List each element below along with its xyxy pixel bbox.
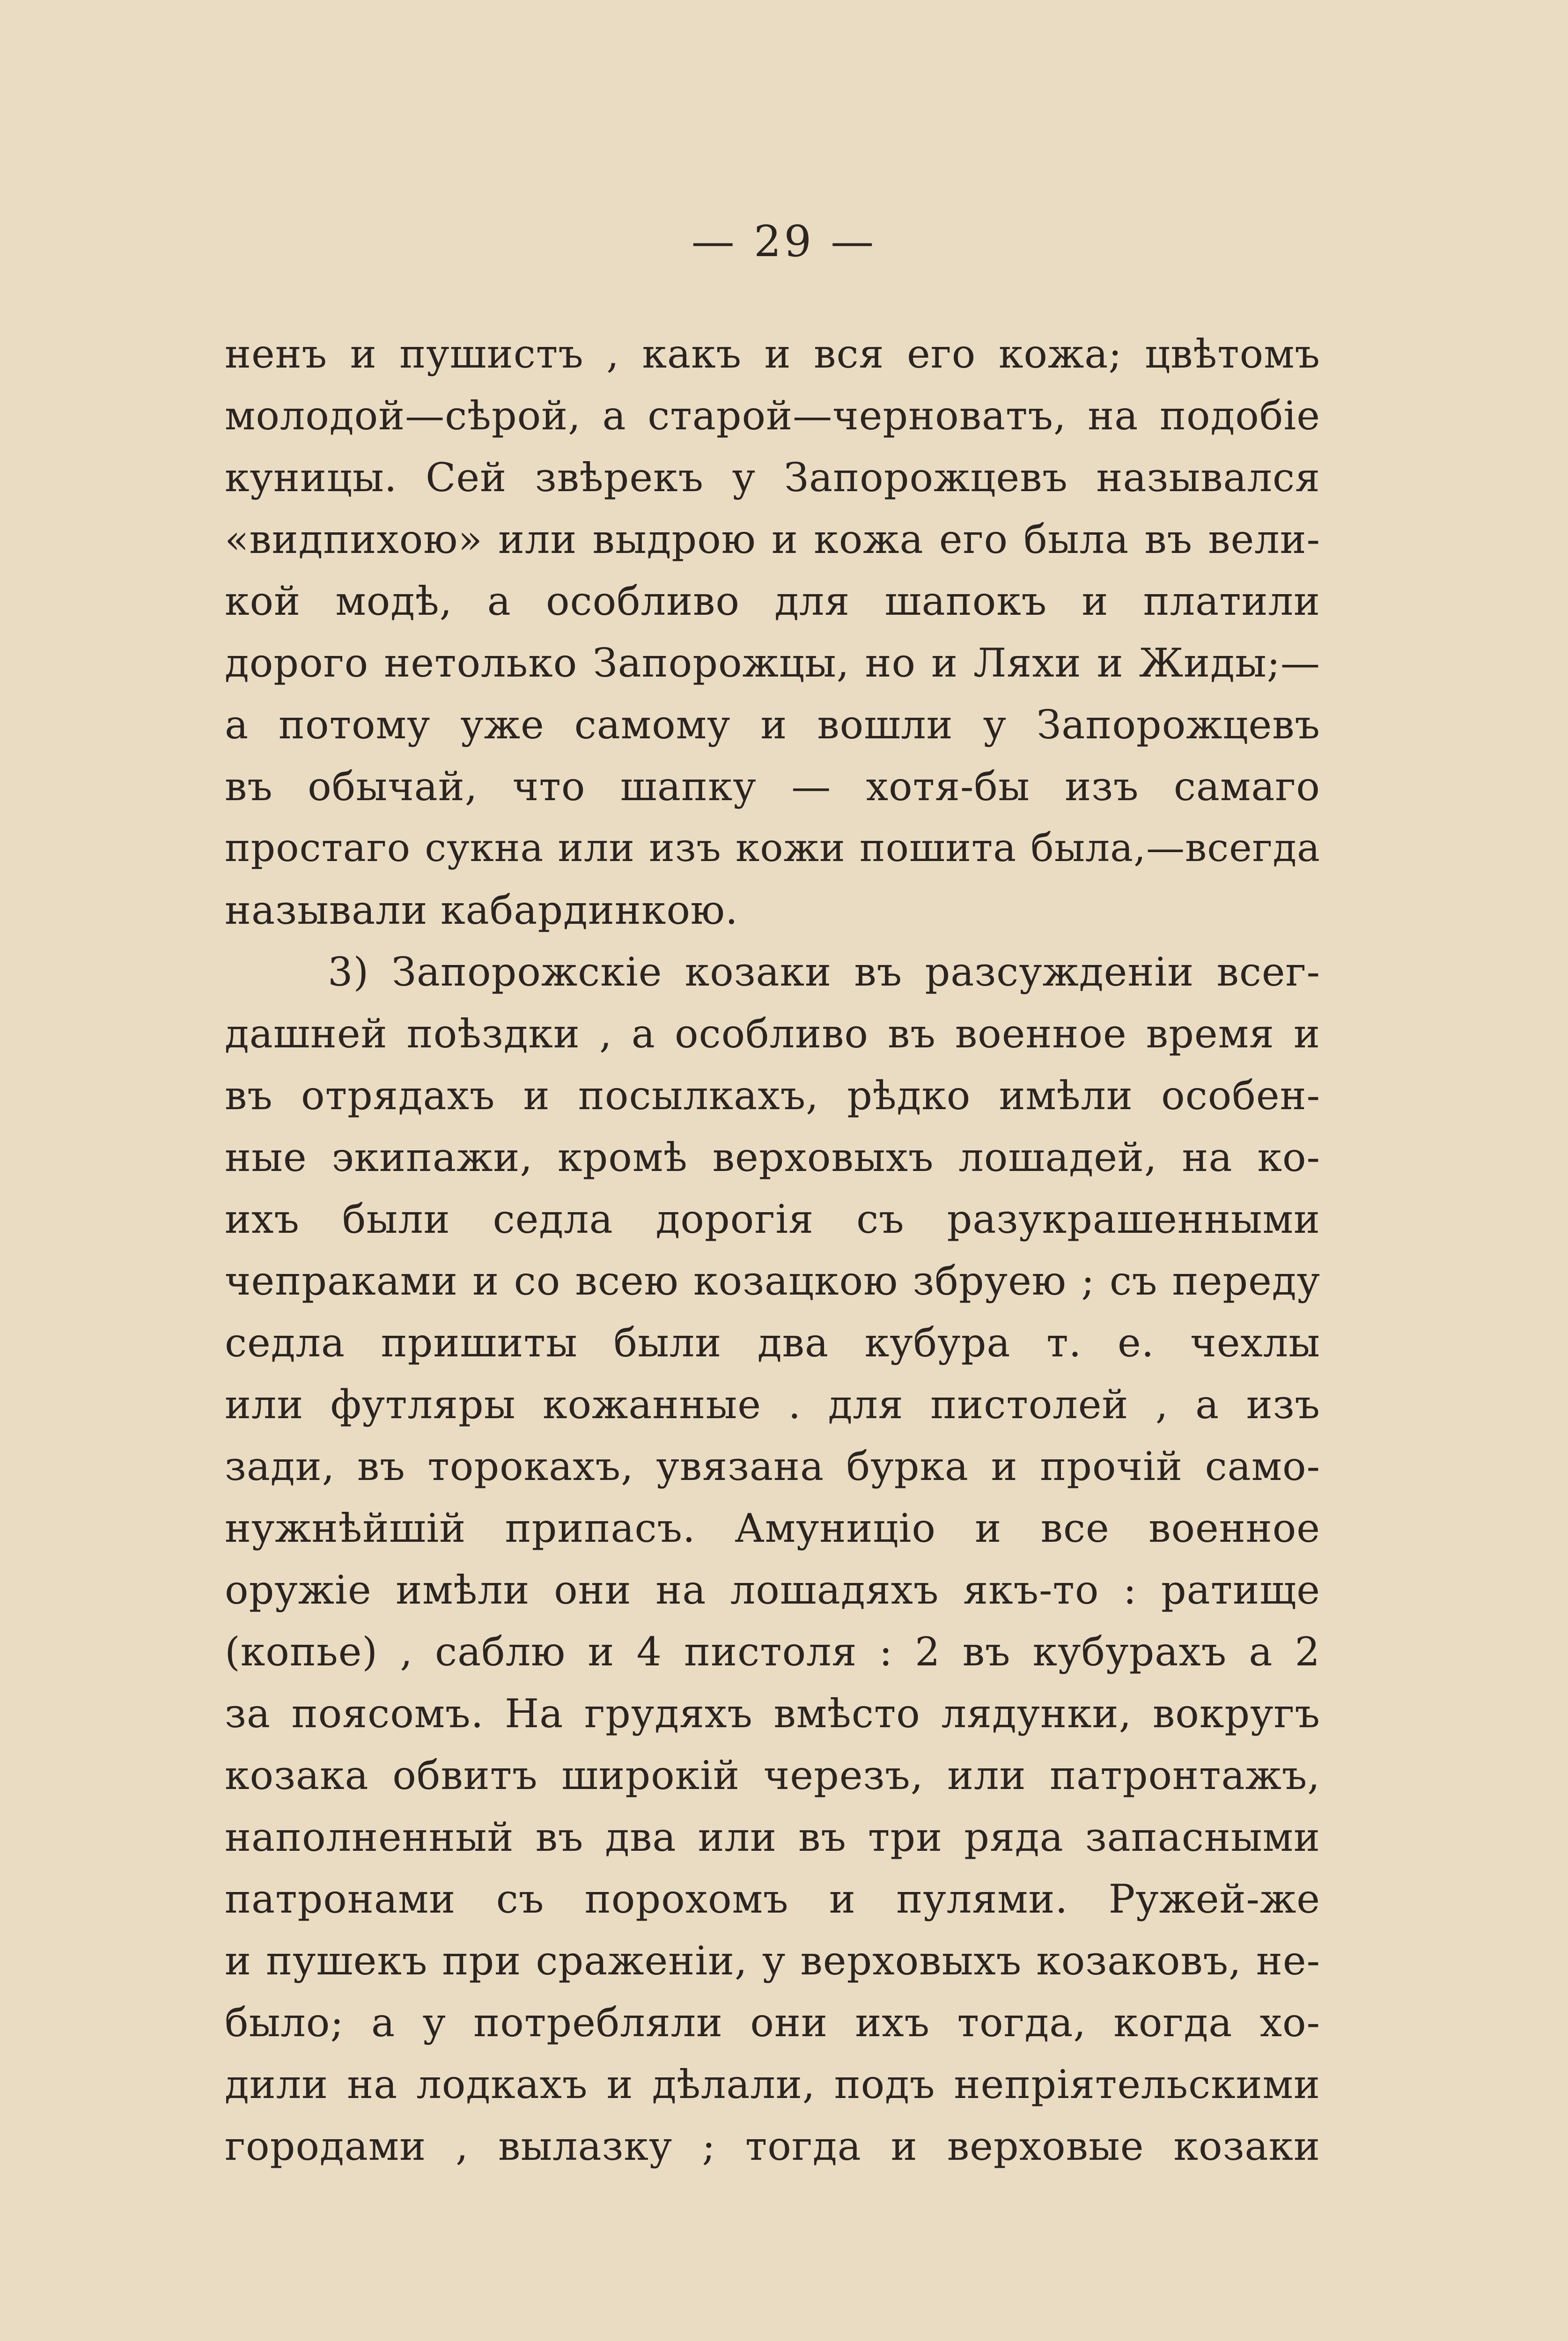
text-line: ные экипажи, кромѣ верховыхъ лошадей, на ко- (225, 1134, 1320, 1180)
text-line: молодой—сѣрой, а старой—черноватъ, на подобіе (225, 393, 1320, 439)
text-line: дашней поѣздки , а особливо въ военное время и (225, 1011, 1320, 1057)
text-line: наполненный въ два или въ три ряда запасными (225, 1814, 1320, 1860)
text-line: патронами съ порохомъ и пулями. Ружей-же (225, 1876, 1320, 1922)
text-line: (копье) , саблю и 4 пистоля : 2 въ кубурахъ а 2 (225, 1629, 1320, 1675)
page-number: — 29 — (691, 216, 877, 266)
text-line: называли кабардинкою. (225, 887, 738, 933)
text-line: и пушекъ при сраженіи, у верховыхъ козаковъ, не- (225, 1938, 1320, 1984)
text-line: за поясомъ. На грудяхъ вмѣсто лядунки, вокругъ (225, 1691, 1320, 1737)
body-text (225, 323, 1320, 2177)
text-line: зади, въ торокахъ, увязана бурка и прочій само- (225, 1443, 1320, 1489)
text-line: ихъ были седла дорогія съ разукрашенными (225, 1196, 1320, 1242)
text-line: или футляры кожанные . для пистолей , а изъ (225, 1382, 1320, 1428)
text-line: простаго сукна или изъ кожи пошита была,—всегда (225, 826, 1320, 870)
text-line: дорого нетолько Запорожцы, но и Ляхи и Жиды;— (225, 640, 1320, 686)
text-line: «видпихою» или выдрою и кожа его была въ вели- (225, 516, 1320, 562)
text-line: козака обвитъ широкій черезъ, или патронтажъ, (225, 1752, 1320, 1798)
text-line: дили на лодкахъ и дѣлали, подъ непріятельскими (225, 2061, 1320, 2107)
paragraph-start-line: 3) Запорожскіе козаки въ разсужденіи всег- (328, 949, 1320, 995)
text-line: оружіе имѣли они на лошадяхъ якъ-то : ратище (225, 1567, 1320, 1613)
text-line: городами , вылазку ; тогда и верховые козаки (225, 2123, 1320, 2169)
text-line: куницы. Сей звѣрекъ у Запорожцевъ назывался (225, 455, 1320, 501)
text-line: чепраками и со всею козацкою збруею ; съ переду (225, 1258, 1320, 1304)
text-line: въ обычай, что шапку — хотя-бы изъ самаго (225, 764, 1320, 810)
text-line: было; а у потребляли они ихъ тогда, когда хо- (225, 2000, 1320, 2046)
text-line: седла пришиты были два кубура т. е. чехлы (225, 1320, 1320, 1366)
text-line: ненъ и пушистъ , какъ и вся его кожа; цвѣтомъ (225, 331, 1320, 377)
text-line: нужнѣйшій припасъ. Амуниціо и все военное (225, 1505, 1320, 1551)
text-line: въ отрядахъ и посылкахъ, рѣдко имѣли особен- (225, 1073, 1320, 1119)
text-line: кой модѣ, а особливо для шапокъ и платили (225, 578, 1320, 624)
text-line: а потому уже самому и вошли у Запорожцевъ (225, 702, 1320, 748)
